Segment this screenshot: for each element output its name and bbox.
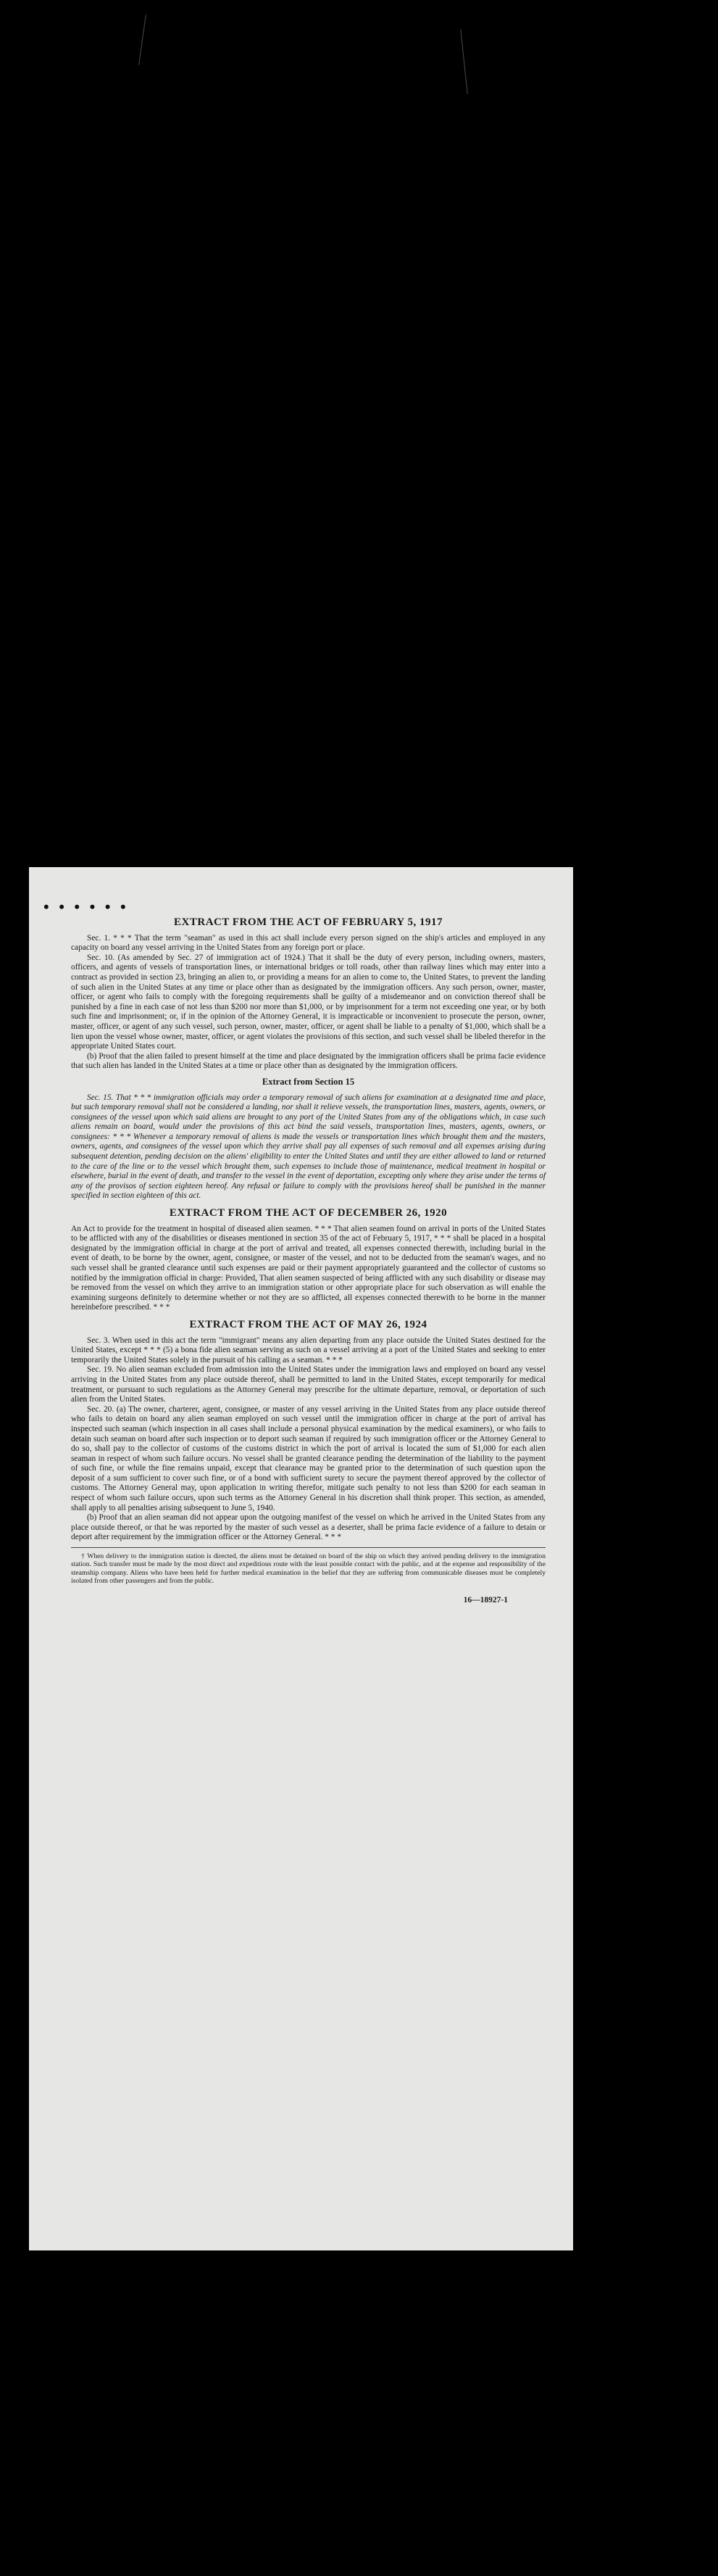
paragraph-sec-10-b: (b) Proof that the alien failed to present himself at the time and place designated by the immigration officers shall be prima facie evidence that such alien has landed in the United States at a time or place other than as designated by the immigration officers. xyxy=(71,1051,546,1071)
heading-section-15: Extract from Section 15 xyxy=(262,1076,355,1087)
heading-act-1924: EXTRACT FROM THE ACT OF MAY 26, 1924 xyxy=(189,1318,427,1330)
document-page xyxy=(29,867,573,2250)
paragraph-sec-19: Sec. 19. No alien seaman excluded from admission into the United States under the immigration laws and employed on board any vessel arriving in the United States from any place outside thereof, shall be permitted to land in the United States, except temporarily for medical treatment, or pursuant to such regulations as the Attorney General may prescribe for the ultimate departure, removal, or deportation of such alien from the United States. xyxy=(71,1365,546,1404)
film-scratch xyxy=(138,15,146,65)
paragraph-sec-20-b: (b) Proof that an alien seaman did not appear upon the outgoing manifest of the vessel on which he arrived in the United States from any place outside thereof, or that he was reported by the master of such vessel as a deserter, shall be prima facie evidence of a failure to detain or deport after requirement by the immigration officer or the Attorney General. * * * xyxy=(71,1513,546,1542)
footnote: † When delivery to the immigration station is directed, the aliens must be detained on board of the ship on which they arrived pending delivery to the immigration station. Such transfer must be made by the most direct and expeditious route with the least possible contact with the public, and at the expense and responsibility of the steamship company. Aliens who have been held for further medical examination in the belief that they are suffering from communicable diseases must be completely isolated from other passengers and from the public. xyxy=(71,1552,546,1586)
edge-marks: • • • • • • xyxy=(43,898,129,916)
paragraph-act-1920: An Act to provide for the treatment in hospital of diseased alien seamen. * * * That alien seamen found on arrival in ports of the United States to be afflicted with any of the disabilities or diseases mentioned in section 35 of the act of February 5, 1917, * * * shall be placed in a hospital designated by the immigration official in charge at the port of arrival and treated, all expenses connected therewith, including burial in the event of death, to be borne by the owner, agent, consignee, or master of the vessel, and not to be deducted from the seaman's wages, and no such vessel shall be granted clearance until such expenses are paid or their payment appropriately guaranteed and the collector of customs so notified by the immigration official in charge: Provided, That alien seamen suspected of being afflicted with any such disability or disease may be removed from the vessel on which they arrive to an immigration station or other appropriate place for such observation as will enable the examining surgeons definitely to determine whether or not they are so afflicted, all expenses connected therewith to be borne in the manner hereinbefore prescribed. * * * xyxy=(71,1224,546,1312)
heading-act-1917: EXTRACT FROM THE ACT OF FEBRUARY 5, 1917 xyxy=(174,916,443,928)
paragraph-sec-1: Sec. 1. * * * That the term "seaman" as used in this act shall include every person signed on the ship's articles and employed in any capacity on board any vessel arriving in the United States from any foreign port or place. xyxy=(71,933,546,953)
paragraph-sec-15: Sec. 15. That * * * immigration officials may order a temporary removal of such aliens for examination at a designated time and place, but such temporary removal shall not be considered a landing, nor shall it relieve vessels, the transportation lines, masters, agents, owners, or consignees of the vessel upon which said aliens are brought to any port of the United States from any of the obligations which, in case such aliens remain on board, would under the provisions of this act bind the said vessels, transportation lines, masters, agents, owners, or consignees: * * * Whenever a temporary removal of aliens is made the vessels or transportation lines which brought them and the masters, owners, agents, and consignees of the vessel upon which they arrive shall pay all expenses of such removal and all expenses arising during subsequent detention, pending decision on the aliens' eligibility to enter the United States and until they are either allowed to land or returned to the care of the line or to the vessel which brought them, such expenses to include those of maintenance, medical treatment in hospital or elsewhere, burial in the event of death, and transfer to the vessel in the event of deportation, excepting only where they arise under the terms of any of the provisos of section eighteen hereof. Any refusal or failure to comply with the provisions hereof shall be punished in the manner specified in section eighteen of this act. xyxy=(71,1093,546,1201)
film-scratch xyxy=(460,29,467,94)
heading-act-1920: EXTRACT FROM THE ACT OF DECEMBER 26, 1920 xyxy=(169,1207,448,1219)
form-code: 16—18927-1 xyxy=(463,1595,508,1604)
paragraph-sec-10: Sec. 10. (As amended by Sec. 27 of immigration act of 1924.) That it shall be the duty of every person, including owners, masters, officers, and agents of vessels of transportation lines, or international bridges or toll roads, other than railway lines which may enter into a contract as provided in section 23, bringing an alien to, or providing a means for an alien to come to, the United States, to prevent the landing of such alien in the United States at any time or place other than as designated by the immigration officers. Any such person, owner, master, officer, or agent who fails to comply with the foregoing requirements shall be guilty of a misdemeanor and on conviction thereof shall be punished by a fine in each case of not less than $200 nor more than $1,000, or by imprisonment for a term not exceeding one year, or by both such fine and imprisonment; or, if in the opinion of the Attorney General, it is impracticable or inconvenient to prosecute the person, owner, master, officer, or agent of any such vessel, such person, owner, master, officer, or agent shall be liable to a penalty of $1,000, which shall be a lien upon the vessel whose owner, master, officer, or agent violates the provisions of this section, and such vessel shall be libeled therefor in the appropriate United States court. xyxy=(71,953,546,1051)
paragraph-sec-3: Sec. 3. When used in this act the term "immigrant" means any alien departing from any place outside the United States destined for the United States, except * * * (5) a bona fide alien seaman serving as such on a vessel arriving at a port of the United States and seeking to enter temporarily the United States solely in the pursuit of his calling as a seaman. * * * xyxy=(71,1335,546,1364)
document-body xyxy=(71,918,546,1605)
footnote-divider xyxy=(71,1547,546,1548)
paragraph-sec-20: Sec. 20. (a) The owner, charterer, agent, consignee, or master of any vessel arriving in the United States from any place outside thereof who fails to detain on board any alien seaman employed on such vessel until the immigration officer in charge at the port of arrival has inspected such seaman (which inspection in all cases shall include a personal physical examination by the medical examiners), or who fails to detain such seaman on board after such inspection or to deport such seaman if required by such immigration officer or the Attorney General to do so, shall pay to the collector of customs of the customs district in which the port of arrival is located the sum of $1,000 for each alien seaman in respect of whom such failure occurs. No vessel shall be granted clearance pending the determination of the liability to the payment of such fine, or while the fine remains unpaid, except that clearance may be granted prior to the determination of such question upon the deposit of a sum sufficient to cover such fine, or of a bond with sufficient surety to secure the payment thereof approved by the collector of customs. The Attorney General may, upon application in writing therefor, mitigate such penalty to not less than $200 for each seaman in respect of whom such failure occurs, upon such terms as the Attorney General in his discretion shall think proper. This section, as amended, shall apply to all penalties arising subsequent to June 5, 1940. xyxy=(71,1404,546,1512)
